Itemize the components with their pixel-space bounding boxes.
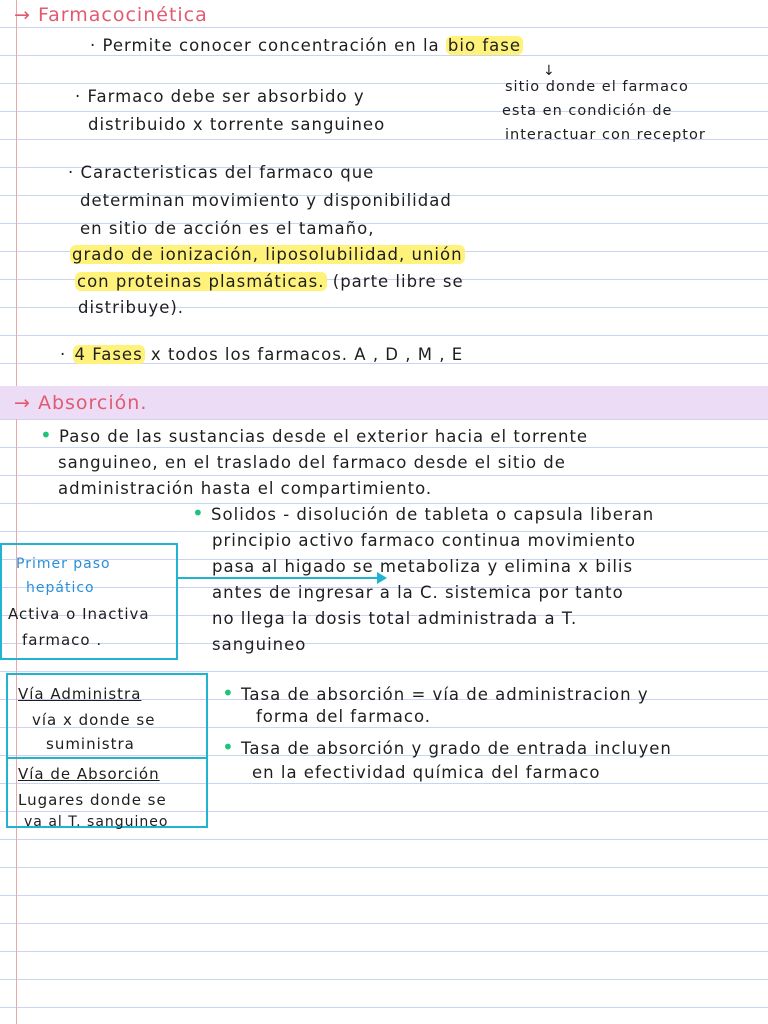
solidos-line-2: principio activo farmaco continua movimiento (212, 531, 636, 550)
solidos-line-4: antes de ingresar a la C. sistemica por tanto (212, 583, 624, 602)
green-bullet-icon: • (222, 681, 235, 705)
primer-paso-title-1: Primer paso (16, 556, 111, 572)
green-bullet-icon: • (222, 735, 235, 759)
intro-line-3e-rest: (parte libre se (326, 272, 464, 291)
absorcion-para-3: administración hasta el compartimiento. (58, 479, 433, 498)
tasa-line-1-text: Tasa de absorción = vía de administracion y (241, 685, 649, 704)
connector-arrow-line (176, 577, 379, 579)
via-administracion-text-1: vía x donde se (32, 711, 156, 729)
green-bullet-icon: • (192, 501, 205, 525)
vias-box-divider (8, 757, 206, 759)
intro-line-3c: en sitio de acción es el tamaño, (80, 219, 375, 238)
annotation-line-1: sitio donde el farmaco (505, 79, 689, 95)
solidos-line-3: pasa al higado se metaboliza y elimina x bilis (212, 557, 634, 576)
primer-paso-title-2: hepático (26, 580, 95, 596)
plasma-proteins-highlight: con proteinas plasmáticas. (77, 272, 325, 291)
vias-box (6, 673, 208, 828)
green-bullet-icon: • (40, 423, 53, 447)
annotation-line-3: interactuar con receptor (505, 127, 706, 143)
absorcion-para-1-text: Paso de las sustancias desde el exterior hacia el torrente (59, 427, 589, 446)
ionization-highlight: grado de ionización, liposolubilidad, unión (72, 245, 463, 264)
primer-paso-text-1: Activa o Inactiva (8, 605, 150, 623)
bio-fase-highlight: bio fase (447, 36, 521, 55)
intro-line-3a: · Caracteristicas del farmaco que (68, 163, 375, 182)
via-administracion-heading: Vía Administra (18, 685, 142, 703)
solidos-line-5: no llega la dosis total administrada a T. (212, 609, 578, 628)
tasa-line-2: forma del farmaco. (256, 707, 431, 726)
via-administracion-text-2: suministra (46, 735, 135, 753)
primer-paso-box (0, 543, 178, 660)
primer-paso-text-2: farmaco . (22, 631, 103, 649)
intro-line-3d (70, 242, 465, 268)
solidos-line-1-text: Solidos - disolución de tableta o capsula liberan (211, 505, 655, 524)
intro-line-3b: determinan movimiento y disponibilidad (80, 191, 452, 210)
tasa-line-4: en la efectividad química del farmaco (252, 763, 601, 782)
intro-line-2a: · Farmaco debe ser absorbido y (75, 87, 365, 106)
absorcion-para-1 (40, 422, 588, 450)
bullet-dot: · (60, 345, 73, 364)
intro-line-3f: distribuye). (78, 298, 185, 317)
intro-line-4 (60, 342, 463, 368)
tasa-line-3 (222, 734, 672, 762)
intro-line-1 (90, 33, 523, 59)
intro-line-4-rest: x todos los farmacos. A , D , M , E (144, 345, 464, 364)
via-absorcion-heading: Vía de Absorción (18, 765, 160, 783)
via-absorcion-text-2: va al T. sanguineo (24, 814, 169, 830)
solidos-line-1 (192, 500, 654, 528)
intro-line-1-text: · Permite conocer concentración en la (90, 36, 440, 55)
intro-line-3e (75, 269, 464, 295)
via-absorcion-text-1: Lugares donde se (18, 791, 167, 809)
tasa-line-3-text: Tasa de absorción y grado de entrada incluyen (241, 739, 672, 758)
connector-arrow-head-icon (377, 572, 387, 584)
annotation-line-2: esta en condición de (502, 103, 673, 119)
intro-line-2b: distribuido x torrente sanguineo (88, 115, 386, 134)
absorcion-title: → Absorción. (14, 392, 148, 414)
page-title: → Farmacocinética (14, 4, 208, 26)
solidos-line-6: sanguineo (212, 635, 307, 654)
absorcion-para-2: sanguineo, en el traslado del farmaco desde el sitio de (58, 453, 566, 472)
annotation-arrow: ↓ (543, 63, 556, 79)
four-phases-highlight: 4 Fases (74, 345, 143, 364)
page-margin-line (16, 0, 17, 1024)
